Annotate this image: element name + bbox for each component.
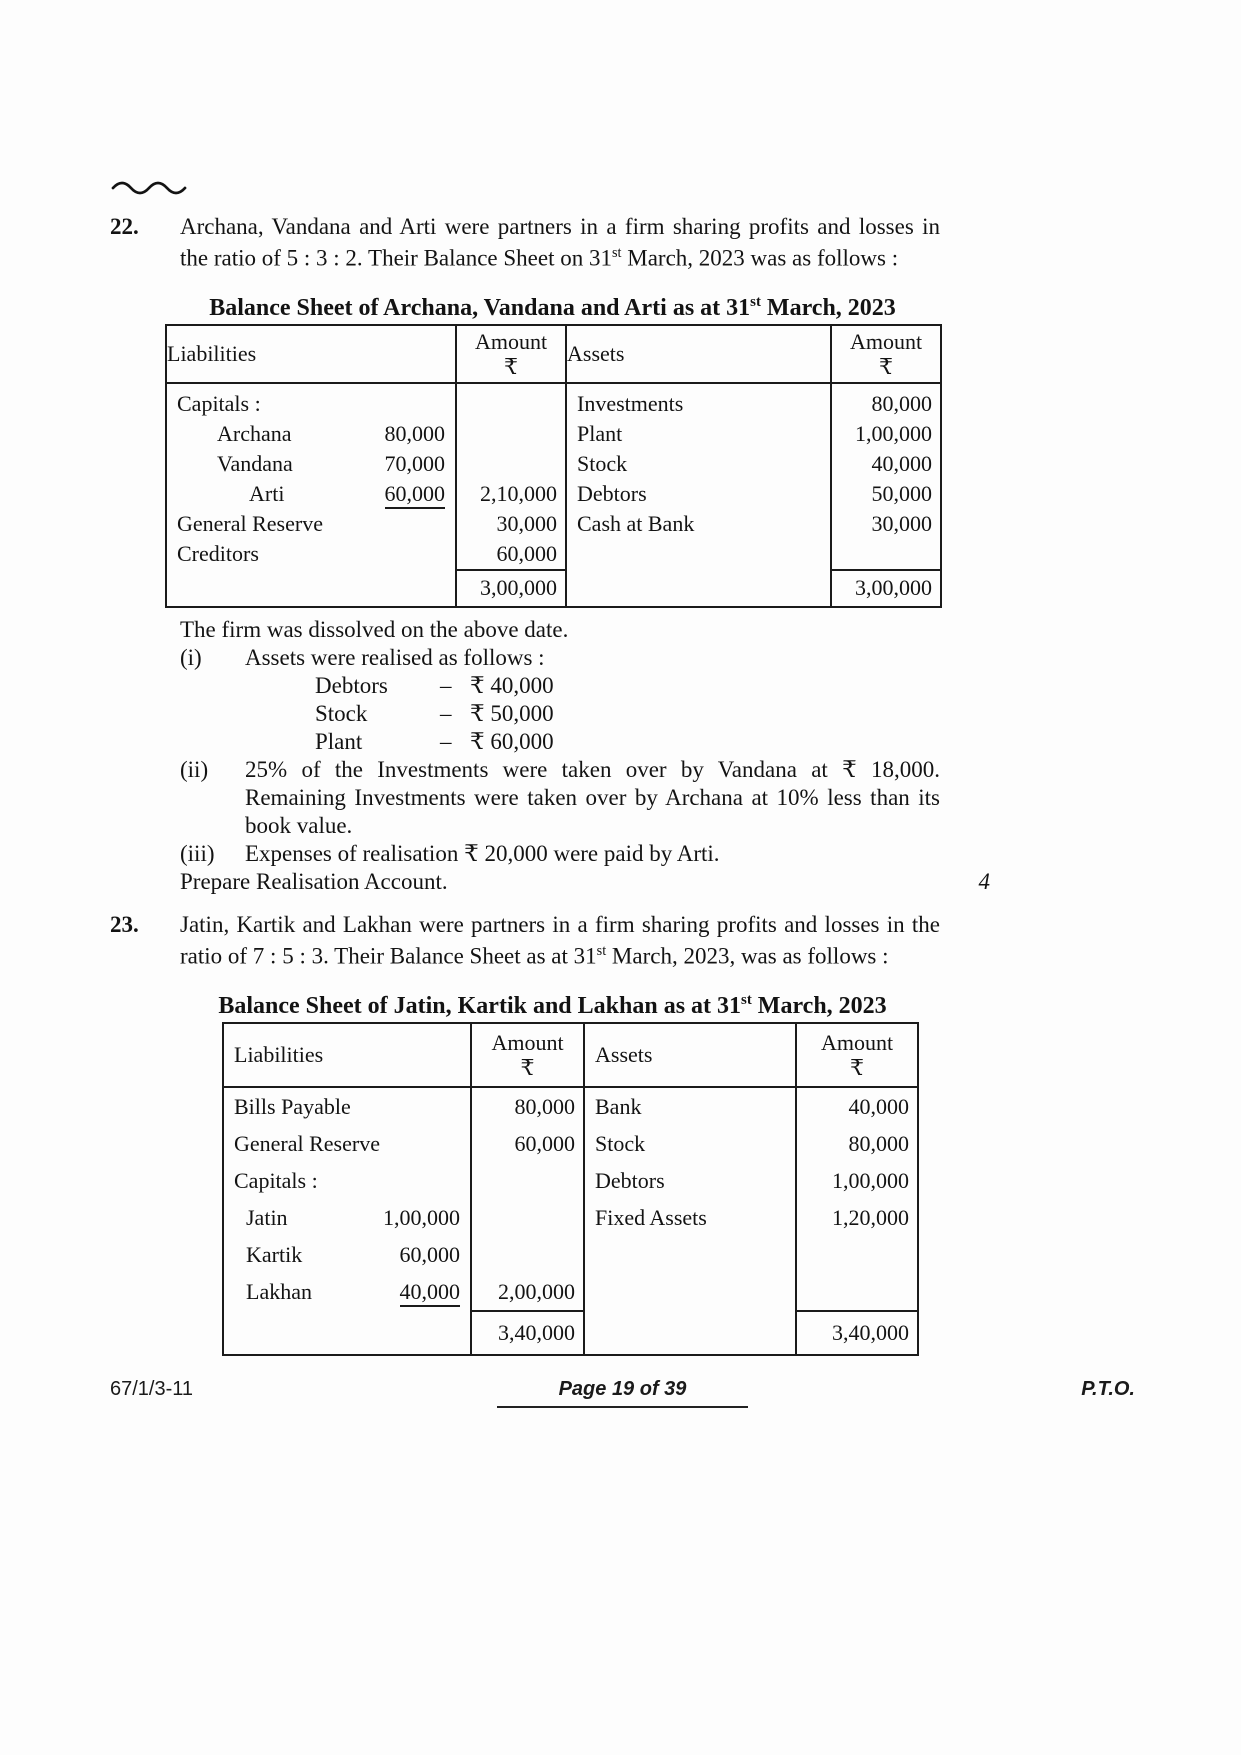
realisation-item xyxy=(315,728,1241,756)
point-label: (ii) xyxy=(180,756,209,782)
liability-cell xyxy=(166,570,456,607)
asset-amount-cell: 30,000 xyxy=(831,509,941,539)
table-row xyxy=(166,509,941,539)
asset-amount-cell: 80,000 xyxy=(831,383,941,419)
table-header-row xyxy=(223,1023,918,1087)
realisation-item-name: Stock xyxy=(315,700,368,726)
liability-label: General Reserve xyxy=(234,1130,380,1156)
asset-label-cell: Plant xyxy=(566,419,831,449)
asset-label-cell: Stock xyxy=(566,449,831,479)
prepare-instruction-row xyxy=(180,868,990,896)
question-number: 23. xyxy=(110,911,139,937)
table-row xyxy=(223,1236,918,1273)
asset-amount-cell: 1,00,000 xyxy=(796,1162,918,1199)
point-text: Assets were realised as follows : xyxy=(245,644,545,670)
balance-sheet-table-q22 xyxy=(165,324,942,608)
liability-label: Archana xyxy=(217,420,292,446)
table-total-row xyxy=(166,570,941,607)
squiggle-icon xyxy=(110,176,194,196)
table-row xyxy=(166,383,941,419)
realisation-item-value: ₹ 60,000 xyxy=(470,728,554,754)
title-part: March, 2023 xyxy=(751,992,887,1019)
liability-amount-cell: 60,000 xyxy=(456,539,566,570)
prepare-instruction: Prepare Realisation Account. xyxy=(180,868,448,894)
asset-amount-cell: 1,20,000 xyxy=(796,1199,918,1236)
point-text: 25% of the Investments were taken over by Vandana at ₹ 18,000. Remaining Investments were taken over by Archana at 10% less than its book value. xyxy=(245,756,940,838)
liability-label: Capitals : xyxy=(234,1167,318,1193)
col-header-assets: Assets xyxy=(584,1023,796,1087)
liability-amount-cell xyxy=(456,419,566,449)
liability-amount-cell: 2,00,000 xyxy=(471,1273,584,1311)
liability-cell xyxy=(166,419,456,449)
liability-amount-cell xyxy=(456,383,566,419)
asset-label-cell xyxy=(584,1236,796,1273)
realisation-item-name: Debtors xyxy=(315,672,388,698)
liability-label: Arti xyxy=(249,480,285,506)
liability-label: Vandana xyxy=(217,450,293,476)
rupee-symbol: ₹ xyxy=(520,1054,535,1080)
amount-label: Amount xyxy=(820,1029,894,1055)
liability-amount-cell: 60,000 xyxy=(471,1125,584,1162)
realisation-item xyxy=(315,672,1241,700)
asset-amount-cell: 1,00,000 xyxy=(831,419,941,449)
liability-cell xyxy=(166,383,456,419)
liability-label: Creditors xyxy=(177,540,259,566)
question-text xyxy=(180,912,940,970)
col-header-liabilities: Liabilities xyxy=(166,325,456,383)
liabilities-total: 3,40,000 xyxy=(471,1311,584,1355)
liability-sub-amount: 60,000 xyxy=(385,482,446,509)
asset-amount-cell xyxy=(796,1273,918,1311)
col-header-amount-liabilities xyxy=(456,325,566,383)
assets-total: 3,40,000 xyxy=(796,1311,918,1355)
assets-total: 3,00,000 xyxy=(831,570,941,607)
table-row xyxy=(223,1087,918,1125)
balance-sheet-table-q23 xyxy=(222,1022,919,1356)
point-label: (iii) xyxy=(180,840,215,866)
asset-label-cell xyxy=(566,570,831,607)
liability-amount-cell xyxy=(471,1236,584,1273)
title-part: March, 2023 xyxy=(760,294,896,321)
question-22 xyxy=(110,214,1241,272)
liability-label: Capitals : xyxy=(177,390,261,416)
point-i xyxy=(180,644,1241,672)
page-footer xyxy=(110,1378,1135,1408)
point-text: Expenses of realisation ₹ 20,000 were paid by Arti. xyxy=(245,840,720,866)
liability-cell xyxy=(223,1311,471,1355)
col-header-amount-liabilities xyxy=(471,1023,584,1087)
asset-label-cell xyxy=(566,539,831,570)
liability-sub-amount: 70,000 xyxy=(384,450,445,476)
liability-sub-amount: 60,000 xyxy=(399,1241,460,1267)
liability-amount-cell: 2,10,000 xyxy=(456,479,566,509)
liability-cell xyxy=(223,1273,471,1311)
question-text-part: March, 2023 was as follows : xyxy=(621,245,899,271)
liability-label: Kartik xyxy=(246,1241,303,1267)
asset-amount-cell: 50,000 xyxy=(831,479,941,509)
liability-sub-amount: 40,000 xyxy=(400,1280,461,1307)
dash: – xyxy=(440,728,452,754)
squiggle-mark xyxy=(110,176,1241,196)
table-row xyxy=(166,479,941,509)
realisation-item xyxy=(315,700,1241,728)
liability-cell xyxy=(223,1087,471,1125)
liability-amount-cell xyxy=(471,1162,584,1199)
table-row xyxy=(166,419,941,449)
table-row xyxy=(223,1199,918,1236)
title-part: Balance Sheet of Archana, Vandana and Arti as at 31 xyxy=(209,294,751,321)
asset-label-cell: Debtors xyxy=(584,1162,796,1199)
rupee-symbol: ₹ xyxy=(850,1054,864,1080)
amount-label: Amount xyxy=(491,1029,564,1055)
col-header-amount-assets xyxy=(831,325,941,383)
liability-cell xyxy=(166,449,456,479)
point-iii xyxy=(180,840,1241,868)
amount-label: Amount xyxy=(849,328,923,354)
table-header-row xyxy=(166,325,941,383)
point-label: (i) xyxy=(180,644,202,670)
question-23 xyxy=(110,912,1241,970)
liability-label: Bills Payable xyxy=(234,1093,351,1119)
balance-sheet-title-q22 xyxy=(165,288,940,322)
asset-label-cell xyxy=(584,1311,796,1355)
ordinal-superscript: st xyxy=(596,942,607,959)
dash: – xyxy=(440,672,452,698)
liability-amount-cell: 80,000 xyxy=(471,1087,584,1125)
ordinal-superscript: st xyxy=(750,293,761,310)
liability-label: Lakhan xyxy=(246,1278,312,1304)
asset-label-cell: Debtors xyxy=(566,479,831,509)
table-row xyxy=(223,1125,918,1162)
asset-amount-cell: 40,000 xyxy=(831,449,941,479)
asset-amount-cell: 80,000 xyxy=(796,1125,918,1162)
asset-amount-cell xyxy=(831,539,941,570)
col-header-assets: Assets xyxy=(566,325,831,383)
paper-code: 67/1/3-11 xyxy=(110,1377,194,1400)
dash: – xyxy=(440,700,452,726)
asset-label-cell: Bank xyxy=(584,1087,796,1125)
table-total-row xyxy=(223,1311,918,1355)
point-ii xyxy=(180,756,1241,840)
liability-sub-amount: 80,000 xyxy=(384,420,445,446)
marks-badge: 4 xyxy=(978,868,990,894)
table-row xyxy=(166,539,941,570)
rupee-symbol: ₹ xyxy=(879,353,893,379)
liability-label: Jatin xyxy=(246,1204,288,1230)
question-text-part: Archana, Vandana and Arti were partners in a firm sharing profits and losses in the ratio of 5 : 3 : 2. Their Balance Sheet on 31 xyxy=(180,214,940,271)
liability-cell xyxy=(223,1162,471,1199)
rupee-symbol: ₹ xyxy=(504,353,518,379)
table-row xyxy=(223,1162,918,1199)
title-part: Balance Sheet of Jatin, Kartik and Lakhan as at 31 xyxy=(218,992,742,1019)
dissolution-note: The firm was dissolved on the above date. xyxy=(180,616,569,642)
liability-cell xyxy=(166,509,456,539)
liabilities-total: 3,00,000 xyxy=(456,570,566,607)
liability-sub-amount: 1,00,000 xyxy=(383,1204,460,1230)
asset-label-cell: Stock xyxy=(584,1125,796,1162)
question-number: 22. xyxy=(110,214,139,239)
liability-cell xyxy=(223,1236,471,1273)
liability-cell xyxy=(166,539,456,570)
liability-amount-cell xyxy=(471,1199,584,1236)
liability-cell xyxy=(223,1125,471,1162)
page-number: Page 19 of 39 xyxy=(497,1378,749,1408)
asset-label-cell: Cash at Bank xyxy=(566,509,831,539)
ordinal-superscript: st xyxy=(612,245,622,261)
asset-amount-cell xyxy=(796,1236,918,1273)
realisation-item-value: ₹ 40,000 xyxy=(470,672,554,698)
col-header-liabilities: Liabilities xyxy=(223,1023,471,1087)
asset-label-cell xyxy=(584,1273,796,1311)
realisation-item-value: ₹ 50,000 xyxy=(470,700,554,726)
liability-amount-cell xyxy=(456,449,566,479)
liability-amount-cell: 30,000 xyxy=(456,509,566,539)
question-text-part: Jatin, Kartik and Lakhan were partners in a firm sharing profits and losses in the ratio of 7 : 5 : 3. Their Balance Sheet as at 31 xyxy=(180,911,940,969)
realisation-item-name: Plant xyxy=(315,728,363,754)
liability-cell xyxy=(166,479,456,509)
amount-label: Amount xyxy=(474,328,548,354)
asset-label-cell: Investments xyxy=(566,383,831,419)
liability-label: General Reserve xyxy=(177,510,323,536)
question-text xyxy=(180,214,940,272)
pto-label: P.T.O. xyxy=(1081,1377,1135,1400)
asset-amount-cell: 40,000 xyxy=(796,1087,918,1125)
table-row xyxy=(223,1273,918,1311)
liability-cell xyxy=(223,1199,471,1236)
col-header-amount-assets xyxy=(796,1023,918,1087)
table-row xyxy=(166,449,941,479)
question-text-part: March, 2023, was as follows : xyxy=(606,943,889,969)
asset-label-cell: Fixed Assets xyxy=(584,1199,796,1236)
ordinal-superscript: st xyxy=(741,991,752,1008)
balance-sheet-title-q23 xyxy=(165,986,940,1020)
